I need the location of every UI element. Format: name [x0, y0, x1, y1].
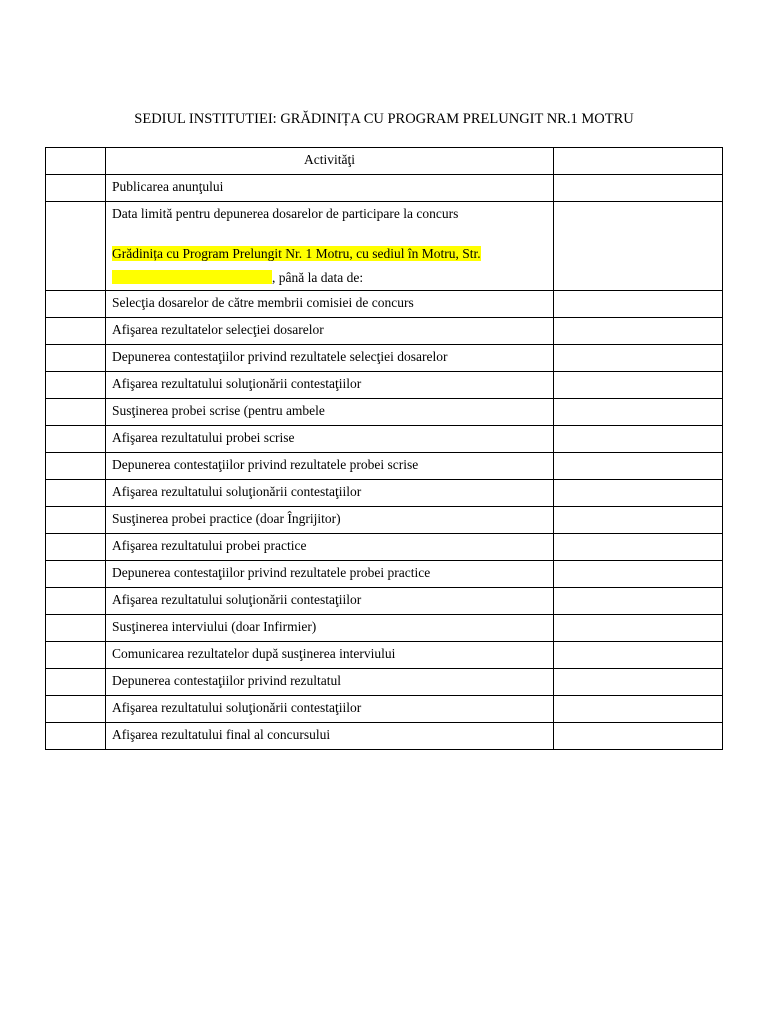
number-cell	[46, 399, 106, 426]
table-row	[46, 561, 723, 588]
page-title: SEDIUL INSTITUTIEI: GRĂDINIȚA CU PROGRAM PRELUNGIT NR.1 MOTRU	[134, 111, 634, 127]
date-cell	[554, 669, 723, 696]
table-header-row	[46, 148, 723, 175]
activity-cell: Susţinerea probei scrise (pentru ambele	[106, 399, 554, 426]
table-row	[46, 669, 723, 696]
table-row	[46, 453, 723, 480]
date-cell	[554, 696, 723, 723]
activity-cell: Comunicarea rezultatelor după susţinerea interviului	[106, 642, 554, 669]
deadline-line: Data limită pentru depunerea dosarelor de participare la concurs	[112, 206, 459, 221]
date-cell	[554, 399, 723, 426]
table-row	[46, 723, 723, 750]
table-row	[46, 318, 723, 345]
number-cell	[46, 534, 106, 561]
number-cell	[46, 345, 106, 372]
number-cell	[46, 723, 106, 750]
table-row	[46, 642, 723, 669]
number-cell	[46, 453, 106, 480]
table-row	[46, 534, 723, 561]
date-cell	[554, 372, 723, 399]
date-cell	[554, 202, 723, 291]
date-cell	[554, 561, 723, 588]
number-cell	[46, 480, 106, 507]
number-cell	[46, 696, 106, 723]
institution-address-highlight: Grădinița cu Program Prelungit Nr. 1 Motru, cu sediul în Motru, Str.	[112, 246, 481, 261]
table-row	[46, 615, 723, 642]
date-cell	[554, 318, 723, 345]
number-cell	[46, 148, 106, 175]
number-cell	[46, 372, 106, 399]
activity-cell: Depunerea contestaţiilor privind rezultatul	[106, 669, 554, 696]
activity-cell: Depunerea contestaţiilor privind rezultatele selecţiei dosarelor	[106, 345, 554, 372]
date-cell	[554, 588, 723, 615]
date-cell	[554, 507, 723, 534]
date-cell	[554, 175, 723, 202]
table-row	[46, 507, 723, 534]
deadline-activity-cell	[106, 202, 554, 291]
table-row	[46, 480, 723, 507]
date-cell	[554, 480, 723, 507]
activity-cell: Afişarea rezultatului soluţionării contestaţiilor	[106, 480, 554, 507]
table-row	[46, 345, 723, 372]
date-cell	[554, 723, 723, 750]
number-cell	[46, 426, 106, 453]
schedule-table	[45, 147, 723, 750]
activity-cell: Susţinerea interviului (doar Infirmier)	[106, 615, 554, 642]
highlight-block	[112, 270, 272, 284]
table-row	[46, 399, 723, 426]
date-cell	[554, 426, 723, 453]
number-cell	[46, 588, 106, 615]
number-cell	[46, 318, 106, 345]
date-cell	[554, 453, 723, 480]
date-cell	[554, 148, 723, 175]
table-row	[46, 696, 723, 723]
number-cell	[46, 669, 106, 696]
activity-cell: Afişarea rezultatului soluţionării contestaţiilor	[106, 588, 554, 615]
activity-cell: Afişarea rezultatului soluţionării contestaţiilor	[106, 696, 554, 723]
activity-cell: Afişarea rezultatului probei practice	[106, 534, 554, 561]
table-row	[46, 588, 723, 615]
activity-cell: Depunerea contestaţiilor privind rezultatele probei practice	[106, 561, 554, 588]
activities-header: Activităţi	[106, 148, 554, 175]
number-cell	[46, 642, 106, 669]
date-cell	[554, 534, 723, 561]
table-row	[46, 372, 723, 399]
number-cell	[46, 291, 106, 318]
activity-cell: Selecţia dosarelor de către membrii comisiei de concurs	[106, 291, 554, 318]
deadline-suffix: , până la data de:	[272, 270, 364, 285]
number-cell	[46, 561, 106, 588]
activity-cell: Afişarea rezultatelor selecţiei dosarelor	[106, 318, 554, 345]
number-cell	[46, 202, 106, 291]
activity-cell: Afişarea rezultatului probei scrise	[106, 426, 554, 453]
number-cell	[46, 615, 106, 642]
table-row	[46, 426, 723, 453]
date-cell	[554, 345, 723, 372]
number-cell	[46, 175, 106, 202]
activity-cell: Publicarea anunţului	[106, 175, 554, 202]
date-cell	[554, 291, 723, 318]
activity-cell: Afişarea rezultatului soluţionării contestaţiilor	[106, 372, 554, 399]
table-row	[46, 175, 723, 202]
number-cell	[46, 507, 106, 534]
date-cell	[554, 642, 723, 669]
activity-cell: Susţinerea probei practice (doar Îngrijitor)	[106, 507, 554, 534]
date-cell	[554, 615, 723, 642]
table-row	[46, 291, 723, 318]
activity-cell: Afişarea rezultatului final al concursului	[106, 723, 554, 750]
table-row-deadline	[46, 202, 723, 291]
activity-cell: Depunerea contestaţiilor privind rezultatele probei scrise	[106, 453, 554, 480]
